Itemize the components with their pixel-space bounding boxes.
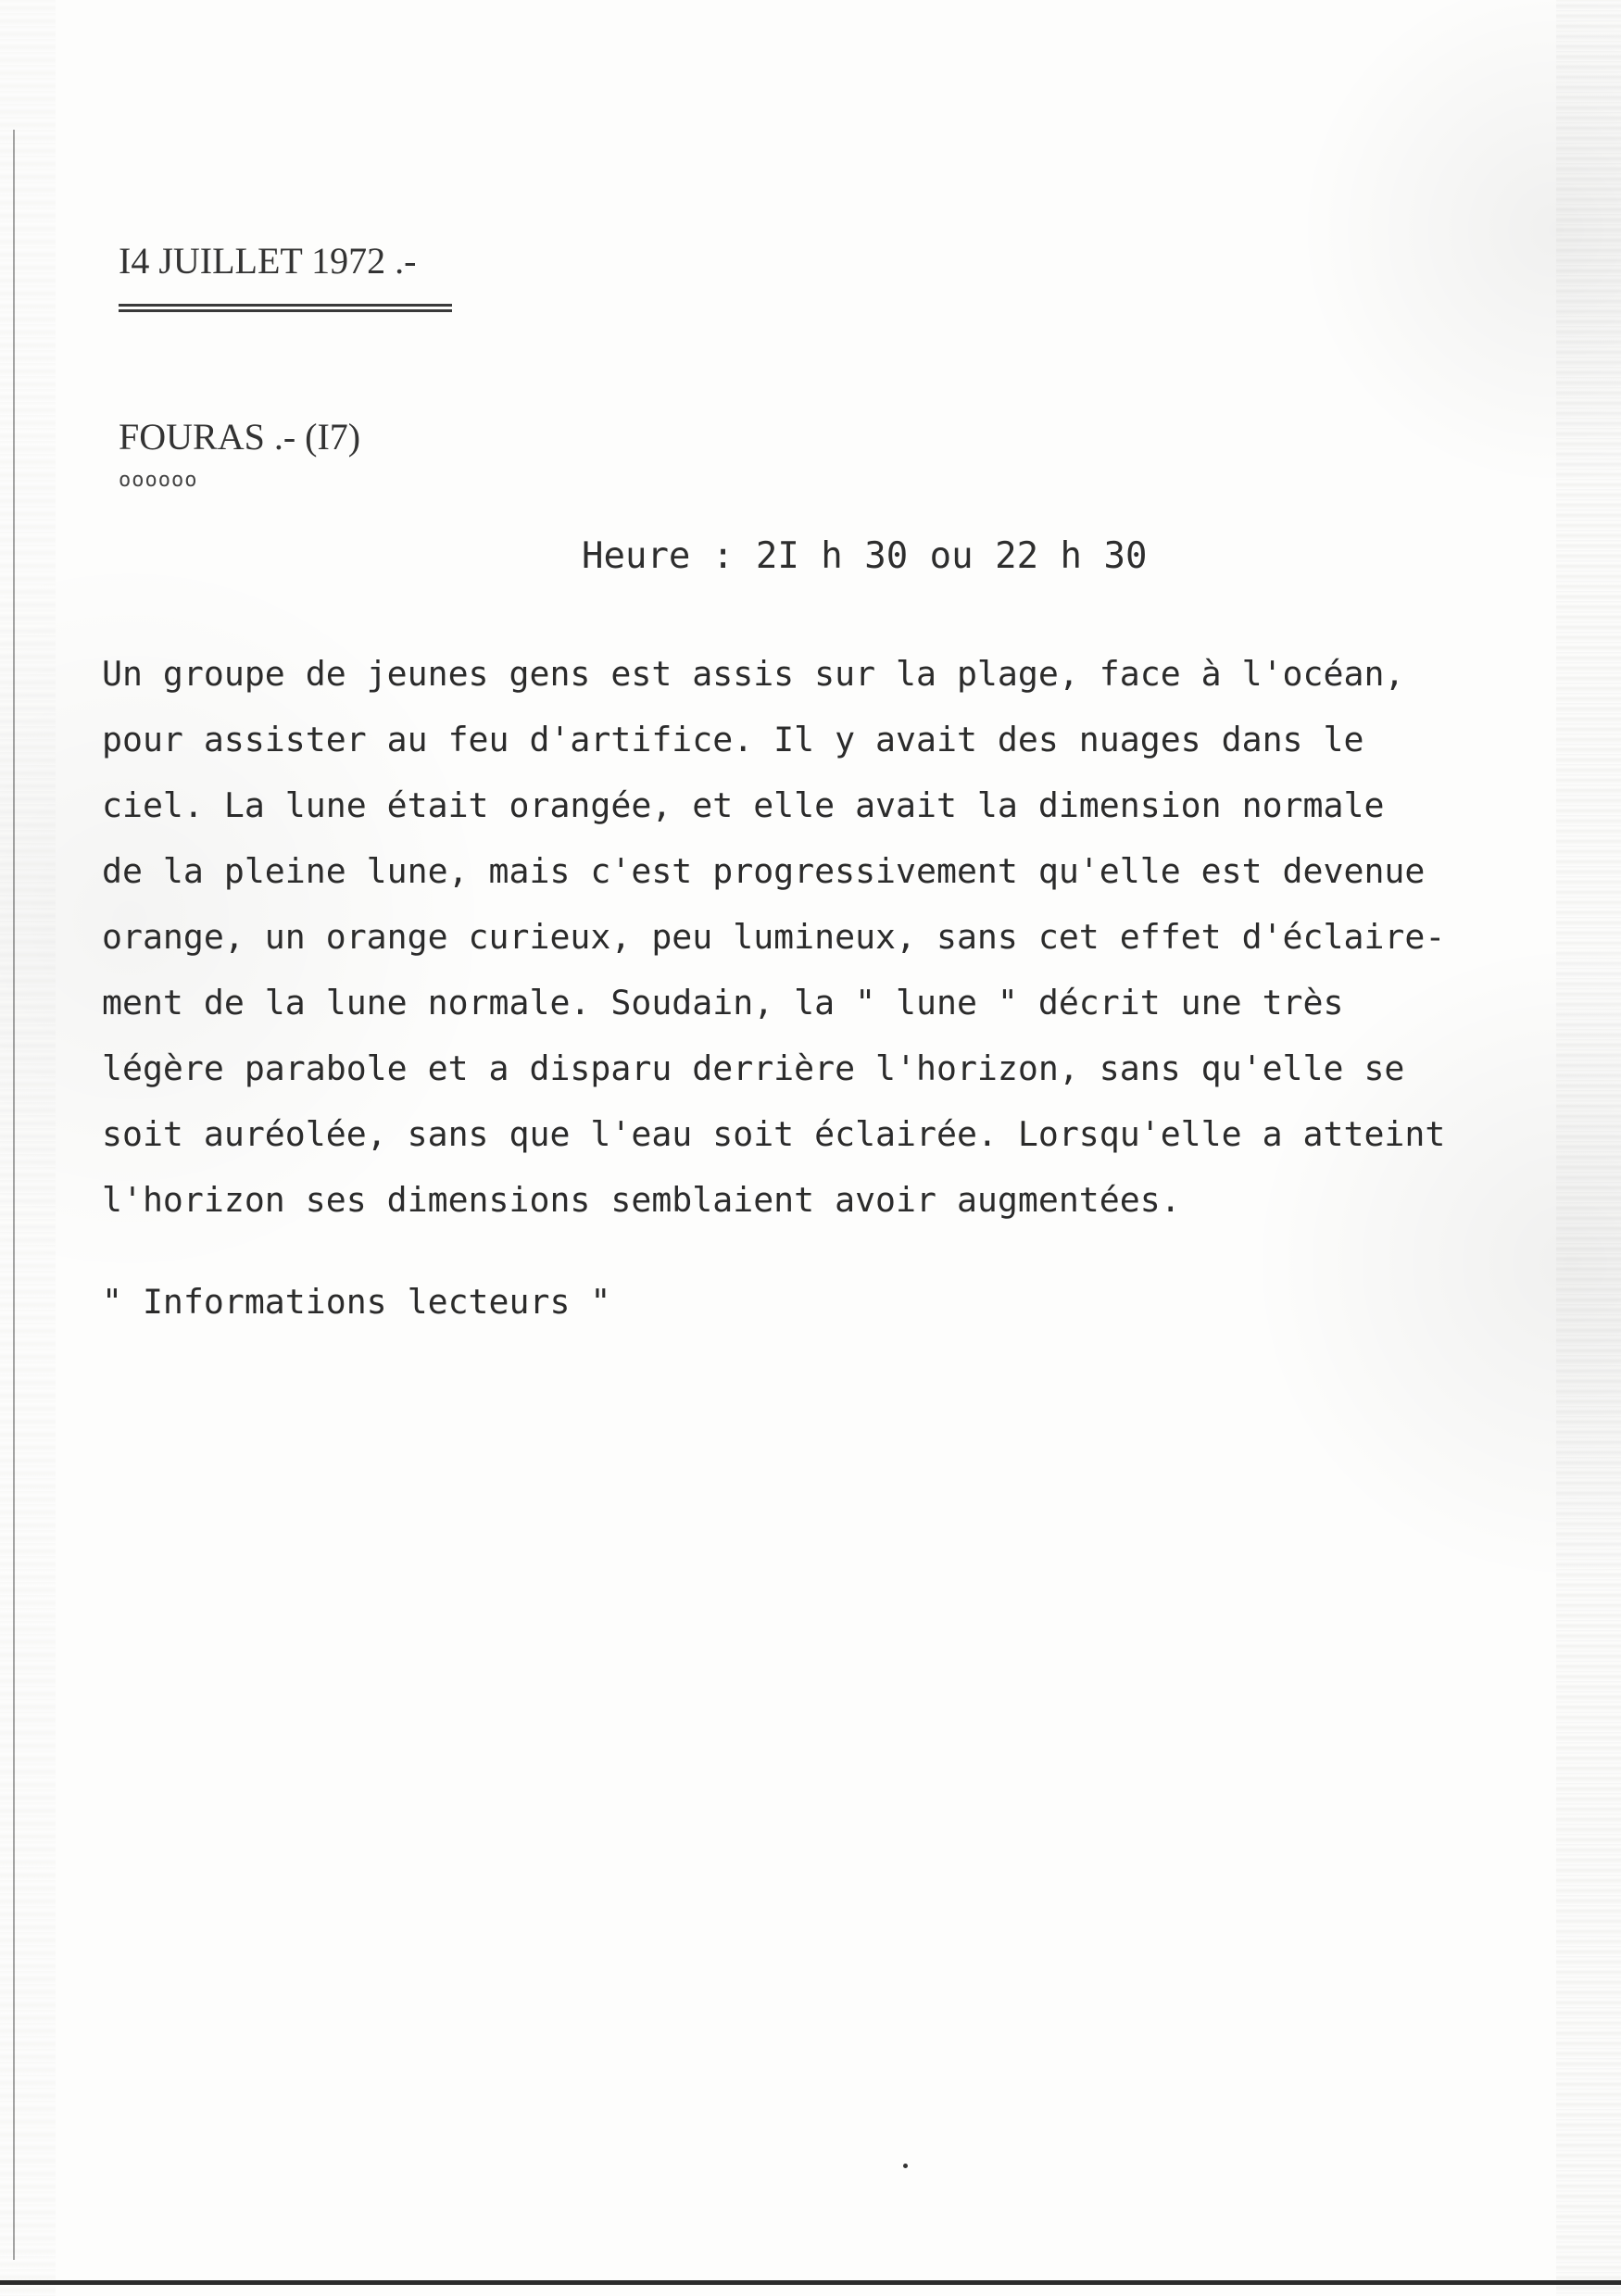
- body-line: Un groupe de jeunes gens est assis sur la plage, face à l'océan,: [102, 654, 1405, 694]
- left-edge-scan-noise: [0, 0, 56, 2296]
- body-line: pour assister au feu d'artifice. Il y avait des nuages dans le: [102, 720, 1364, 759]
- ink-speck: [903, 2164, 908, 2168]
- body-line: orange, un orange curieux, peu lumineux, sans cet effet d'éclaire-: [102, 917, 1446, 957]
- body-line: l'horizon ses dimensions semblaient avoir augmentées.: [102, 1180, 1181, 1220]
- date-heading: I4 JUILLET 1972 .-: [119, 240, 417, 282]
- date-double-underline: [119, 304, 452, 315]
- source-attribution: " Informations lecteurs ": [102, 1282, 611, 1322]
- body-line: soit auréolée, sans que l'eau soit éclairée. Lorsqu'elle a atteint: [102, 1114, 1446, 1154]
- body-line: ment de la lune normale. Soudain, la " lune " décrit une très: [102, 983, 1344, 1023]
- body-line: légère parabole et a disparu derrière l'horizon, sans qu'elle se: [102, 1048, 1405, 1088]
- report-body: [102, 641, 1547, 1233]
- hour-line: Heure : 2I h 30 ou 22 h 30: [582, 535, 1148, 577]
- bottom-edge-rule: [0, 2280, 1621, 2285]
- left-margin-line: [13, 130, 15, 2260]
- body-line: ciel. La lune était orangée, et elle avait la dimension normale: [102, 785, 1385, 825]
- body-line: de la pleine lune, mais c'est progressivement qu'elle est devenue: [102, 851, 1426, 891]
- place-underline-circles: oooooo: [119, 469, 198, 492]
- right-edge-scan-noise: [1556, 0, 1621, 2296]
- place-heading: FOURAS .- (I7): [119, 416, 361, 458]
